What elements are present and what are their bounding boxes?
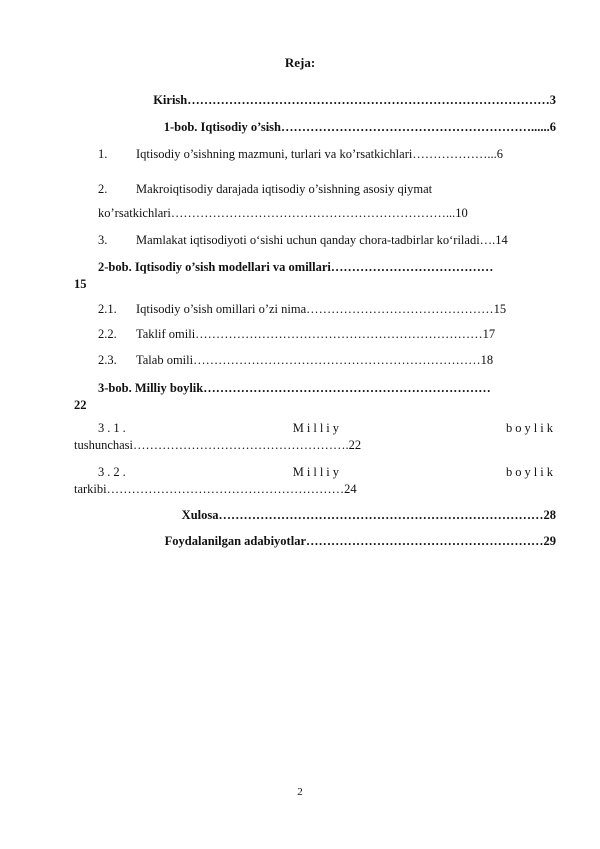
toc-entry-3-2 — [98, 464, 556, 480]
toc-entry-text: Milliy — [292, 421, 343, 435]
toc-entry-1-1 — [98, 146, 556, 162]
toc-entry-2-2 — [98, 326, 556, 342]
toc-entry-text: Makroiqtisodiy darajada iqtisodiy o’sishning asosiy qiymat — [136, 182, 433, 196]
toc-entry-1-3 — [98, 232, 556, 248]
toc-entry-text: Talab omili……………………………………………………………18 — [136, 353, 494, 367]
toc-entry-kirish: Kirish……………………………………………………………………………3 — [153, 93, 556, 107]
toc-entry-text: Iqtisodiy o’sish omillari o’zi nima………………………………………15 — [136, 302, 507, 316]
toc-entry-chapter-2-page: 15 — [74, 277, 87, 291]
toc-entry-2-1 — [98, 301, 556, 317]
toc-entry-2-3 — [98, 352, 556, 368]
toc-entry-text: Milliy — [292, 465, 343, 479]
toc-entry-chapter-1: 1-bob. Iqtisodiy o’sish……………………………………………………......6 — [163, 120, 556, 134]
toc-entry-text: boylik — [506, 421, 556, 435]
toc-entry-1-2-continuation: ko’rsatkichlari…………………………………………………………...10 — [98, 206, 468, 220]
page-title: Reja: — [284, 55, 316, 70]
toc-entry-chapter-3-page: 22 — [74, 398, 87, 412]
toc-entry-number: 2. — [98, 182, 108, 196]
page-number: 2 — [297, 786, 303, 798]
toc-entry-number: 3.2. — [98, 465, 129, 479]
toc-entry-xulosa: Xulosa……………………………………………………………………28 — [181, 508, 556, 522]
toc-entry-text: Mamlakat iqtisodiyoti o‘sishi uchun qanday chora-tadbirlar ko‘riladi….14 — [136, 233, 508, 247]
toc-entry-3-1-continuation: tushunchasi…………………………………………….22 — [74, 438, 362, 452]
toc-entry-3-1 — [98, 420, 556, 436]
toc-entry-number: 3. — [98, 233, 108, 247]
toc-entry-chapter-3: 3-bob. Milliy boylik…………………………………………………………… — [98, 381, 491, 395]
toc-entry-number: 1. — [98, 147, 108, 161]
toc-entry-text: boylik — [506, 465, 556, 479]
toc-entry-3-2-continuation: tarkibi…………………………………………………24 — [74, 482, 357, 496]
toc-entry-chapter-2: 2-bob. Iqtisodiy o’sish modellari va omillari………………………………… — [98, 260, 494, 274]
toc-entry-adabiyotlar: Foydalanilgan adabiyotlar…………………………………………………29 — [164, 534, 556, 548]
toc-entry-1-2 — [98, 181, 556, 197]
toc-entry-text: Iqtisodiy o’sishning mazmuni, turlari va ko’rsatkichlari………………...6 — [136, 147, 503, 161]
toc-entry-number: 2.1. — [98, 302, 117, 316]
toc-entry-number: 2.2. — [98, 327, 117, 341]
toc-entry-number: 2.3. — [98, 353, 117, 367]
toc-entry-text: Taklif omili……………………………………………………………17 — [136, 327, 496, 341]
toc-entry-number: 3.1. — [98, 421, 129, 435]
